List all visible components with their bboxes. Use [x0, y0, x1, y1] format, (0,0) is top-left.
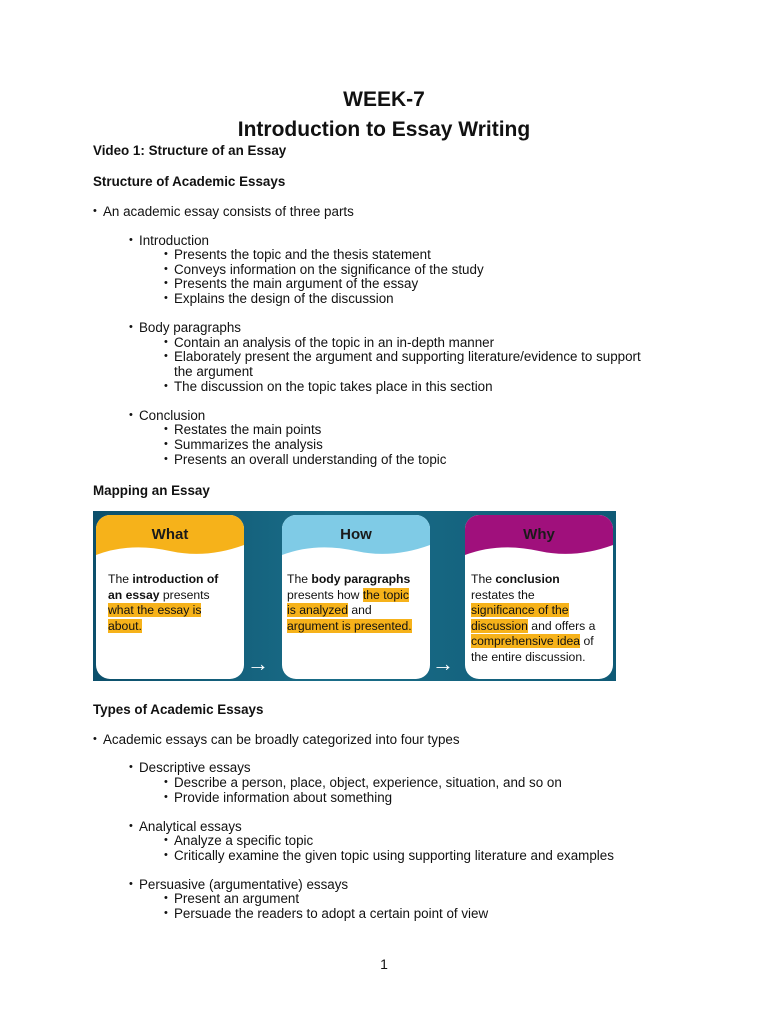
week-title: WEEK-7: [343, 88, 425, 111]
list-item-conclusion: • Conclusion: [139, 408, 205, 423]
list-item-analytical: • Analytical essays: [139, 819, 242, 834]
what-card-text: The introduction of an essay presents what the essay is about.: [108, 572, 219, 633]
list-item: • Contain an analysis of the topic in an in-depth manner: [174, 335, 494, 350]
list-item: • Summarizes the analysis: [174, 437, 323, 452]
list-item: • Presents the topic and the thesis statement: [174, 247, 431, 262]
list-item-descriptive: • Descriptive essays: [139, 760, 251, 775]
list-item: • Explains the design of the discussion: [174, 291, 394, 306]
types-heading: Types of Academic Essays: [93, 702, 264, 717]
list-item-persuasive: • Persuasive (argumentative) essays: [139, 877, 348, 892]
why-label: Why: [523, 526, 555, 543]
structure-heading: Structure of Academic Essays: [93, 174, 286, 189]
page-title: Introduction to Essay Writing: [237, 118, 531, 141]
why-card: [465, 515, 613, 679]
list-item: • Academic essays can be broadly categorized into four types: [103, 732, 460, 747]
arrow-icon: →: [432, 651, 454, 676]
list-item: • Conveys information on the significance of the study: [174, 262, 484, 277]
page-number: 1: [380, 956, 388, 972]
arrow-icon: →: [247, 651, 269, 676]
list-item-body-paragraphs: • Body paragraphs: [139, 320, 241, 335]
list-item: • Describe a person, place, object, experience, situation, and so on: [174, 775, 562, 790]
what-card: [96, 515, 244, 679]
list-item: • Elaborately present the argument and supporting literature/evidence to support: [174, 349, 641, 364]
list-item: • The discussion on the topic takes place in this section: [174, 379, 493, 394]
what-label: What: [151, 526, 189, 543]
list-item: • Provide information about something: [174, 790, 392, 805]
list-item: • Restates the main points: [174, 422, 321, 437]
list-item: • Analyze a specific topic: [174, 833, 313, 848]
how-label: How: [340, 526, 372, 543]
why-card-text: The conclusion restates the significance of the discussion and offers a comprehensive idea of the entire discussion.: [471, 572, 596, 664]
mapping-heading: Mapping an Essay: [93, 483, 210, 498]
list-item: • Persuade the readers to adopt a certain point of view: [174, 906, 488, 921]
list-item: • Present an argument: [174, 891, 299, 906]
how-card: [282, 515, 430, 679]
how-card-text: The body paragraphs presents how the topic is analyzed and argument is presented.: [287, 572, 412, 633]
essay-mapping-diagram: [93, 511, 616, 681]
list-item: • Critically examine the given topic using supporting literature and examples: [174, 848, 614, 863]
video-heading: Video 1: Structure of an Essay: [93, 143, 287, 158]
list-item: • An academic essay consists of three parts: [103, 204, 354, 219]
list-item: • Presents an overall understanding of the topic: [174, 452, 446, 467]
list-item-introduction: • Introduction: [139, 233, 209, 248]
list-item: • Presents the main argument of the essay: [174, 276, 418, 291]
list-item-continuation: the argument: [174, 364, 253, 379]
